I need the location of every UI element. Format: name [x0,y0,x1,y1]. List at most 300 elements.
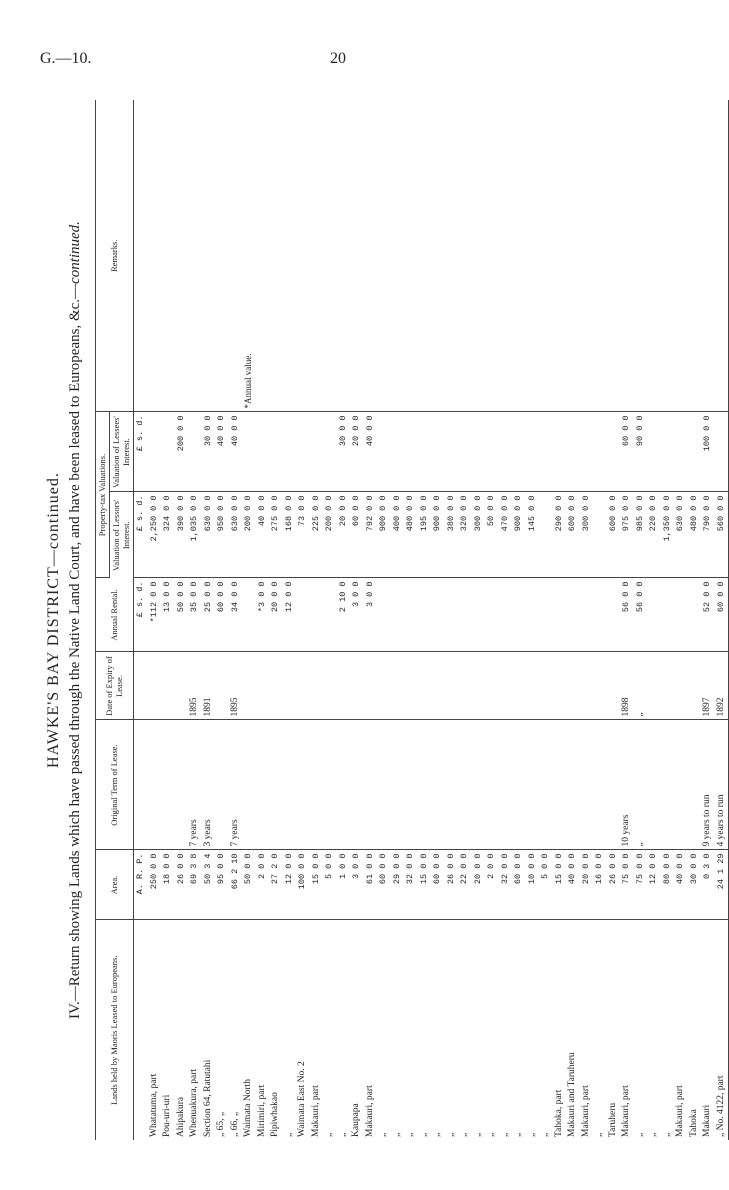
cell-land-name: „ [513,1132,524,1137]
cell-term [377,720,391,850]
page-reference: G.—10. [40,50,92,67]
cell-area: 27 2 0 [269,850,283,920]
cell-expiry [175,652,189,720]
cell-rental [472,578,486,652]
cell-term [458,720,472,850]
cell-lessees-valuation: 40 0 0 [229,412,243,492]
cell-lessors-valuation: 300 0 0 [472,492,486,578]
cell-area: 60 0 0 [512,850,526,920]
cell-lessees-valuation: 200 0 0 [175,412,189,492]
cell-remarks [161,100,175,412]
cell-area: 0 3 0 [701,850,715,920]
cell-area: 32 0 0 [499,850,513,920]
cell-expiry [445,652,459,720]
cell-expiry [485,652,499,720]
cell-rental [661,578,675,652]
cell-expiry [161,652,175,720]
cell-remarks [377,100,391,412]
cell-lessees-valuation: 40 0 0 [364,412,378,492]
cell-term [161,720,175,850]
cell-term [337,720,351,850]
cell-remarks [607,100,621,412]
cell-lessees-valuation [431,412,445,492]
cell-expiry [512,652,526,720]
cell-term [580,720,594,850]
cell-land-name: „ [459,1132,470,1137]
cell-lessors-valuation: 480 0 0 [404,492,418,578]
cell-lessors-valuation: 2,250 0 0 [148,492,162,578]
cell-expiry [472,652,486,720]
cell-remarks [688,100,702,412]
cell-rental: 35 0 0 [188,578,202,652]
cell-lessees-valuation [242,412,256,492]
table-row [701,100,715,1140]
cell-remarks [458,100,472,412]
header-property-tax: Property-tax Valuations. [96,412,110,578]
cell-expiry [269,652,283,720]
cell-lessors-valuation: 950 0 0 [215,492,229,578]
cell-lessors-valuation: 290 0 0 [553,492,567,578]
cell-rental: 56 0 0 [634,578,648,652]
cell-rental: 13 0 0 [161,578,175,652]
cell-remarks [391,100,405,412]
cell-term [647,720,661,850]
cell-expiry [418,652,432,720]
cell-lessors-valuation: 900 0 0 [431,492,445,578]
cell-land-name: „ [648,1132,659,1137]
cell-lessees-valuation [539,412,553,492]
cell-term [323,720,337,850]
cell-lessors-valuation: 400 0 0 [391,492,405,578]
cell-expiry [377,652,391,720]
cell-lessors-valuation: 40 0 0 [256,492,270,578]
cell-lessors-valuation: 470 0 0 [499,492,513,578]
table-row [215,100,229,1140]
cell-rental [458,578,472,652]
cell-remarks [269,100,283,412]
cell-lessors-valuation: 145 0 0 [526,492,540,578]
cell-lessors-valuation: 300 0 0 [580,492,594,578]
cell-term [485,720,499,850]
cell-area: 29 0 0 [391,850,405,920]
table-row [553,100,567,1140]
cell-area: 3 0 0 [350,850,364,920]
cell-land-name: Pou-uri-uri [162,1094,173,1137]
table-row [161,100,175,1140]
cell-rental: 50 0 0 [175,578,189,652]
cell-land-name: Makauri [702,1104,713,1137]
cell-land-name: „ [391,1132,402,1137]
cell-lessors-valuation: 900 0 0 [512,492,526,578]
cell-rental [445,578,459,652]
cell-remarks [634,100,648,412]
cell-term [215,720,229,850]
return-title-text: IV.—Return showing Lands which have passed through the Native Land Court, and have been leased to Europeans, &c.— [67,283,83,1019]
lands-table [95,100,729,1140]
table-row [418,100,432,1140]
cell-lessees-valuation [580,412,594,492]
header-lessees: Valuation of Lessees' Interest. [110,412,134,492]
cell-land-name: Makauri, part [675,1085,686,1137]
cell-land-name: Makauri, part [621,1085,632,1137]
cell-land-name: „ [526,1132,537,1137]
cell-lessees-valuation: 20 0 0 [350,412,364,492]
cell-lessees-valuation [161,412,175,492]
cell-area: 26 0 0 [445,850,459,920]
district-title: HAWKE'S BAY DISTRICT—continued. [45,472,62,768]
cell-expiry [337,652,351,720]
cell-term: 7 years [188,720,202,850]
cell-rental: 12 0 0 [283,578,297,652]
cell-expiry [607,652,621,720]
units-lessors: £ s. d. [134,492,148,578]
cell-expiry [310,652,324,720]
units-rental: £ s. d. [134,578,148,652]
table-row [647,100,661,1140]
cell-lessors-valuation: 600 0 0 [607,492,621,578]
cell-expiry [404,652,418,720]
cell-expiry [256,652,270,720]
cell-rental [526,578,540,652]
cell-land-name: „ [540,1132,551,1137]
table-row [607,100,621,1140]
cell-remarks [701,100,715,412]
cell-expiry [148,652,162,720]
cell-rental: *3 0 0 [256,578,270,652]
cell-expiry [431,652,445,720]
cell-expiry [323,652,337,720]
cell-term [499,720,513,850]
cell-lessors-valuation: 630 0 0 [229,492,243,578]
cell-remarks [539,100,553,412]
cell-land-name: „ [405,1132,416,1137]
cell-area: 2 0 0 [256,850,270,920]
cell-land-name: „ [661,1132,672,1137]
cell-land-name: Pipiwhakao [270,1092,281,1137]
cell-lessees-valuation: 90 0 0 [634,412,648,492]
cell-lessees-valuation: 40 0 0 [215,412,229,492]
cell-remarks: *Annual value. [242,100,256,412]
cell-lessors-valuation: 220 0 0 [647,492,661,578]
cell-lessors-valuation: 320 0 0 [458,492,472,578]
cell-term [242,720,256,850]
cell-land-name: „ 65, „ [216,1111,227,1137]
cell-land-name: Whatatuma, part [148,1073,159,1137]
cell-lessors-valuation: 200 0 0 [242,492,256,578]
cell-lessors-valuation: 630 0 0 [202,492,216,578]
cell-land-name: Tahoka, part [553,1089,564,1137]
cell-area: 12 0 0 [647,850,661,920]
cell-term [445,720,459,850]
cell-remarks [715,100,729,412]
cell-expiry [283,652,297,720]
cell-rental [242,578,256,652]
cell-term [296,720,310,850]
header-remarks: Remarks. [96,100,134,412]
table-row [283,100,297,1140]
cell-area: 100 0 0 [296,850,310,920]
cell-remarks [323,100,337,412]
cell-expiry [647,652,661,720]
cell-expiry [391,652,405,720]
cell-lessees-valuation [715,412,729,492]
cell-term: 3 years [202,720,216,850]
cell-lessees-valuation [566,412,580,492]
cell-remarks [229,100,243,412]
cell-lessees-valuation [391,412,405,492]
cell-land-name: „ [445,1132,456,1137]
cell-lessees-valuation [377,412,391,492]
cell-lessees-valuation [188,412,202,492]
table-row [148,100,162,1140]
rotated-return-table [45,100,726,1140]
table-row [499,100,513,1140]
cell-rental [539,578,553,652]
cell-remarks [472,100,486,412]
cell-land-name: Makauri, part [580,1085,591,1137]
cell-lessors-valuation: 792 0 0 [364,492,378,578]
cell-land-name: „ [594,1132,605,1137]
cell-expiry [458,652,472,720]
cell-expiry [526,652,540,720]
table-row [634,100,648,1140]
cell-remarks [661,100,675,412]
cell-area: 50 0 0 [242,850,256,920]
cell-rental: 25 0 0 [202,578,216,652]
cell-lessees-valuation [526,412,540,492]
cell-expiry: 1892 [715,652,729,720]
cell-expiry: 1895 [188,652,202,720]
cell-area: 5 0 0 [323,850,337,920]
table-row [593,100,607,1140]
cell-rental: 20 0 0 [269,578,283,652]
cell-lessors-valuation: 1,350 0 0 [661,492,675,578]
cell-lessees-valuation [593,412,607,492]
cell-lessors-valuation: 200 0 0 [323,492,337,578]
header-term: Original Term of Lease. [96,720,134,850]
cell-lessees-valuation [607,412,621,492]
cell-expiry [661,652,675,720]
cell-land-name: Tahoka [688,1109,699,1137]
cell-lessors-valuation: 480 0 0 [688,492,702,578]
cell-land-name: „ No. 4122, part [715,920,729,1140]
cell-lessees-valuation [404,412,418,492]
cell-remarks [553,100,567,412]
cell-lessors-valuation: 975 0 0 [620,492,634,578]
cell-lessors-valuation: 985 0 0 [634,492,648,578]
cell-lessees-valuation [553,412,567,492]
table-row [242,100,256,1140]
cell-area: 18 0 0 [161,850,175,920]
cell-term [391,720,405,850]
cell-remarks [674,100,688,412]
cell-rental [674,578,688,652]
cell-lessees-valuation: 30 0 0 [337,412,351,492]
table-row [526,100,540,1140]
cell-rental [391,578,405,652]
cell-lessees-valuation [458,412,472,492]
cell-remarks [215,100,229,412]
cell-term [661,720,675,850]
cell-term [256,720,270,850]
table-row [458,100,472,1140]
cell-term [593,720,607,850]
cell-expiry [580,652,594,720]
cell-lessors-valuation: 900 0 0 [377,492,391,578]
cell-land-name: Makauri, part [310,1085,321,1137]
cell-expiry [296,652,310,720]
table-row [715,100,729,1140]
cell-lessees-valuation [418,412,432,492]
cell-lessees-valuation [283,412,297,492]
cell-expiry [364,652,378,720]
cell-land-name: „ [634,1132,645,1137]
table-row [337,100,351,1140]
cell-expiry [499,652,513,720]
cell-expiry [350,652,364,720]
cell-term [688,720,702,850]
cell-area: 66 2 10 [229,850,243,920]
cell-lessees-valuation [269,412,283,492]
cell-land-name: „ [418,1132,429,1137]
table-row [404,100,418,1140]
cell-term [566,720,580,850]
cell-area: 15 0 0 [553,850,567,920]
cell-term [674,720,688,850]
cell-term [364,720,378,850]
return-title-continued: continued. [67,221,83,284]
cell-rental [418,578,432,652]
table-row [269,100,283,1140]
cell-expiry [553,652,567,720]
cell-term: 10 years [620,720,634,850]
cell-lessors-valuation: 390 0 0 [175,492,189,578]
cell-lessors-valuation: 790 0 0 [701,492,715,578]
cell-land-name: Mirimiri, part [256,1084,267,1137]
cell-remarks [580,100,594,412]
cell-rental [593,578,607,652]
cell-remarks [310,100,324,412]
cell-lessors-valuation: 60 0 0 [350,492,364,578]
cell-lessors-valuation: 560 0 0 [715,492,729,578]
cell-rental: 56 0 0 [620,578,634,652]
cell-area: 5 0 0 [539,850,553,920]
cell-rental: 3 0 0 [350,578,364,652]
cell-lessees-valuation [499,412,513,492]
cell-land-name: „ [378,1132,389,1137]
cell-area: 26 0 0 [175,850,189,920]
cell-area: 69 3 8 [188,850,202,920]
table-row [364,100,378,1140]
cell-term [404,720,418,850]
cell-lessors-valuation: 324 0 0 [161,492,175,578]
table-row [472,100,486,1140]
return-title [67,100,84,1140]
cell-area: 250 0 0 [148,850,162,920]
cell-land-name: Makauri and Taruheru [567,1052,578,1137]
cell-remarks [526,100,540,412]
cell-lessors-valuation: 380 0 0 [445,492,459,578]
table-row [512,100,526,1140]
table-row [661,100,675,1140]
cell-term: 4 years to run [715,720,729,850]
cell-area: 40 0 0 [566,850,580,920]
cell-lessees-valuation [310,412,324,492]
cell-area: 2 0 0 [485,850,499,920]
cell-rental: 60 0 0 [715,578,729,652]
cell-lessors-valuation: 168 0 0 [283,492,297,578]
table-row [256,100,270,1140]
cell-expiry [593,652,607,720]
cell-area: 15 0 0 [418,850,432,920]
cell-lessees-valuation [256,412,270,492]
cell-land-name: Waimata North [243,1078,254,1137]
cell-expiry: 1897 [701,652,715,720]
table-row [188,100,202,1140]
cell-area: 95 0 0 [215,850,229,920]
cell-rental [404,578,418,652]
cell-land-name: Kaupapa [351,1103,362,1137]
cell-term [526,720,540,850]
cell-lessors-valuation [539,492,553,578]
cell-term [607,720,621,850]
cell-area: 60 0 0 [431,850,445,920]
table-row [323,100,337,1140]
cell-expiry [539,652,553,720]
cell-area: 20 0 0 [580,850,594,920]
cell-term: „ [634,720,648,850]
cell-lessors-valuation [593,492,607,578]
table-row [310,100,324,1140]
cell-lessees-valuation [445,412,459,492]
cell-remarks [485,100,499,412]
cell-lessees-valuation [472,412,486,492]
cell-land-name: Section 64, Ratutahi [202,1059,213,1137]
cell-term [350,720,364,850]
table-row [229,100,243,1140]
cell-remarks [175,100,189,412]
table-row [377,100,391,1140]
cell-rental [607,578,621,652]
cell-area: 40 0 0 [674,850,688,920]
cell-area: 75 0 0 [620,850,634,920]
cell-lessees-valuation [688,412,702,492]
cell-land-name: „ [283,1132,294,1137]
cell-area: 20 0 0 [472,850,486,920]
cell-area: 15 0 0 [310,850,324,920]
cell-rental [431,578,445,652]
cell-remarks [364,100,378,412]
cell-remarks [350,100,364,412]
cell-area: 10 0 0 [526,850,540,920]
cell-land-name: Makauri, part [364,1085,375,1137]
page-number: 20 [330,50,346,67]
cell-rental: 3 0 0 [364,578,378,652]
cell-area: 24 1 29 [715,850,729,920]
cell-lessees-valuation [148,412,162,492]
cell-area: 50 3 4 [202,850,216,920]
cell-land-name: Ahipakura [175,1096,186,1137]
cell-remarks [512,100,526,412]
cell-area: 16 0 0 [593,850,607,920]
cell-land-name: „ [499,1132,510,1137]
cell-area: 22 0 0 [458,850,472,920]
table-row [202,100,216,1140]
cell-remarks [499,100,513,412]
cell-lessees-valuation [323,412,337,492]
cell-rental [323,578,337,652]
cell-land-name: Waimata East No. 2 [297,1061,308,1137]
